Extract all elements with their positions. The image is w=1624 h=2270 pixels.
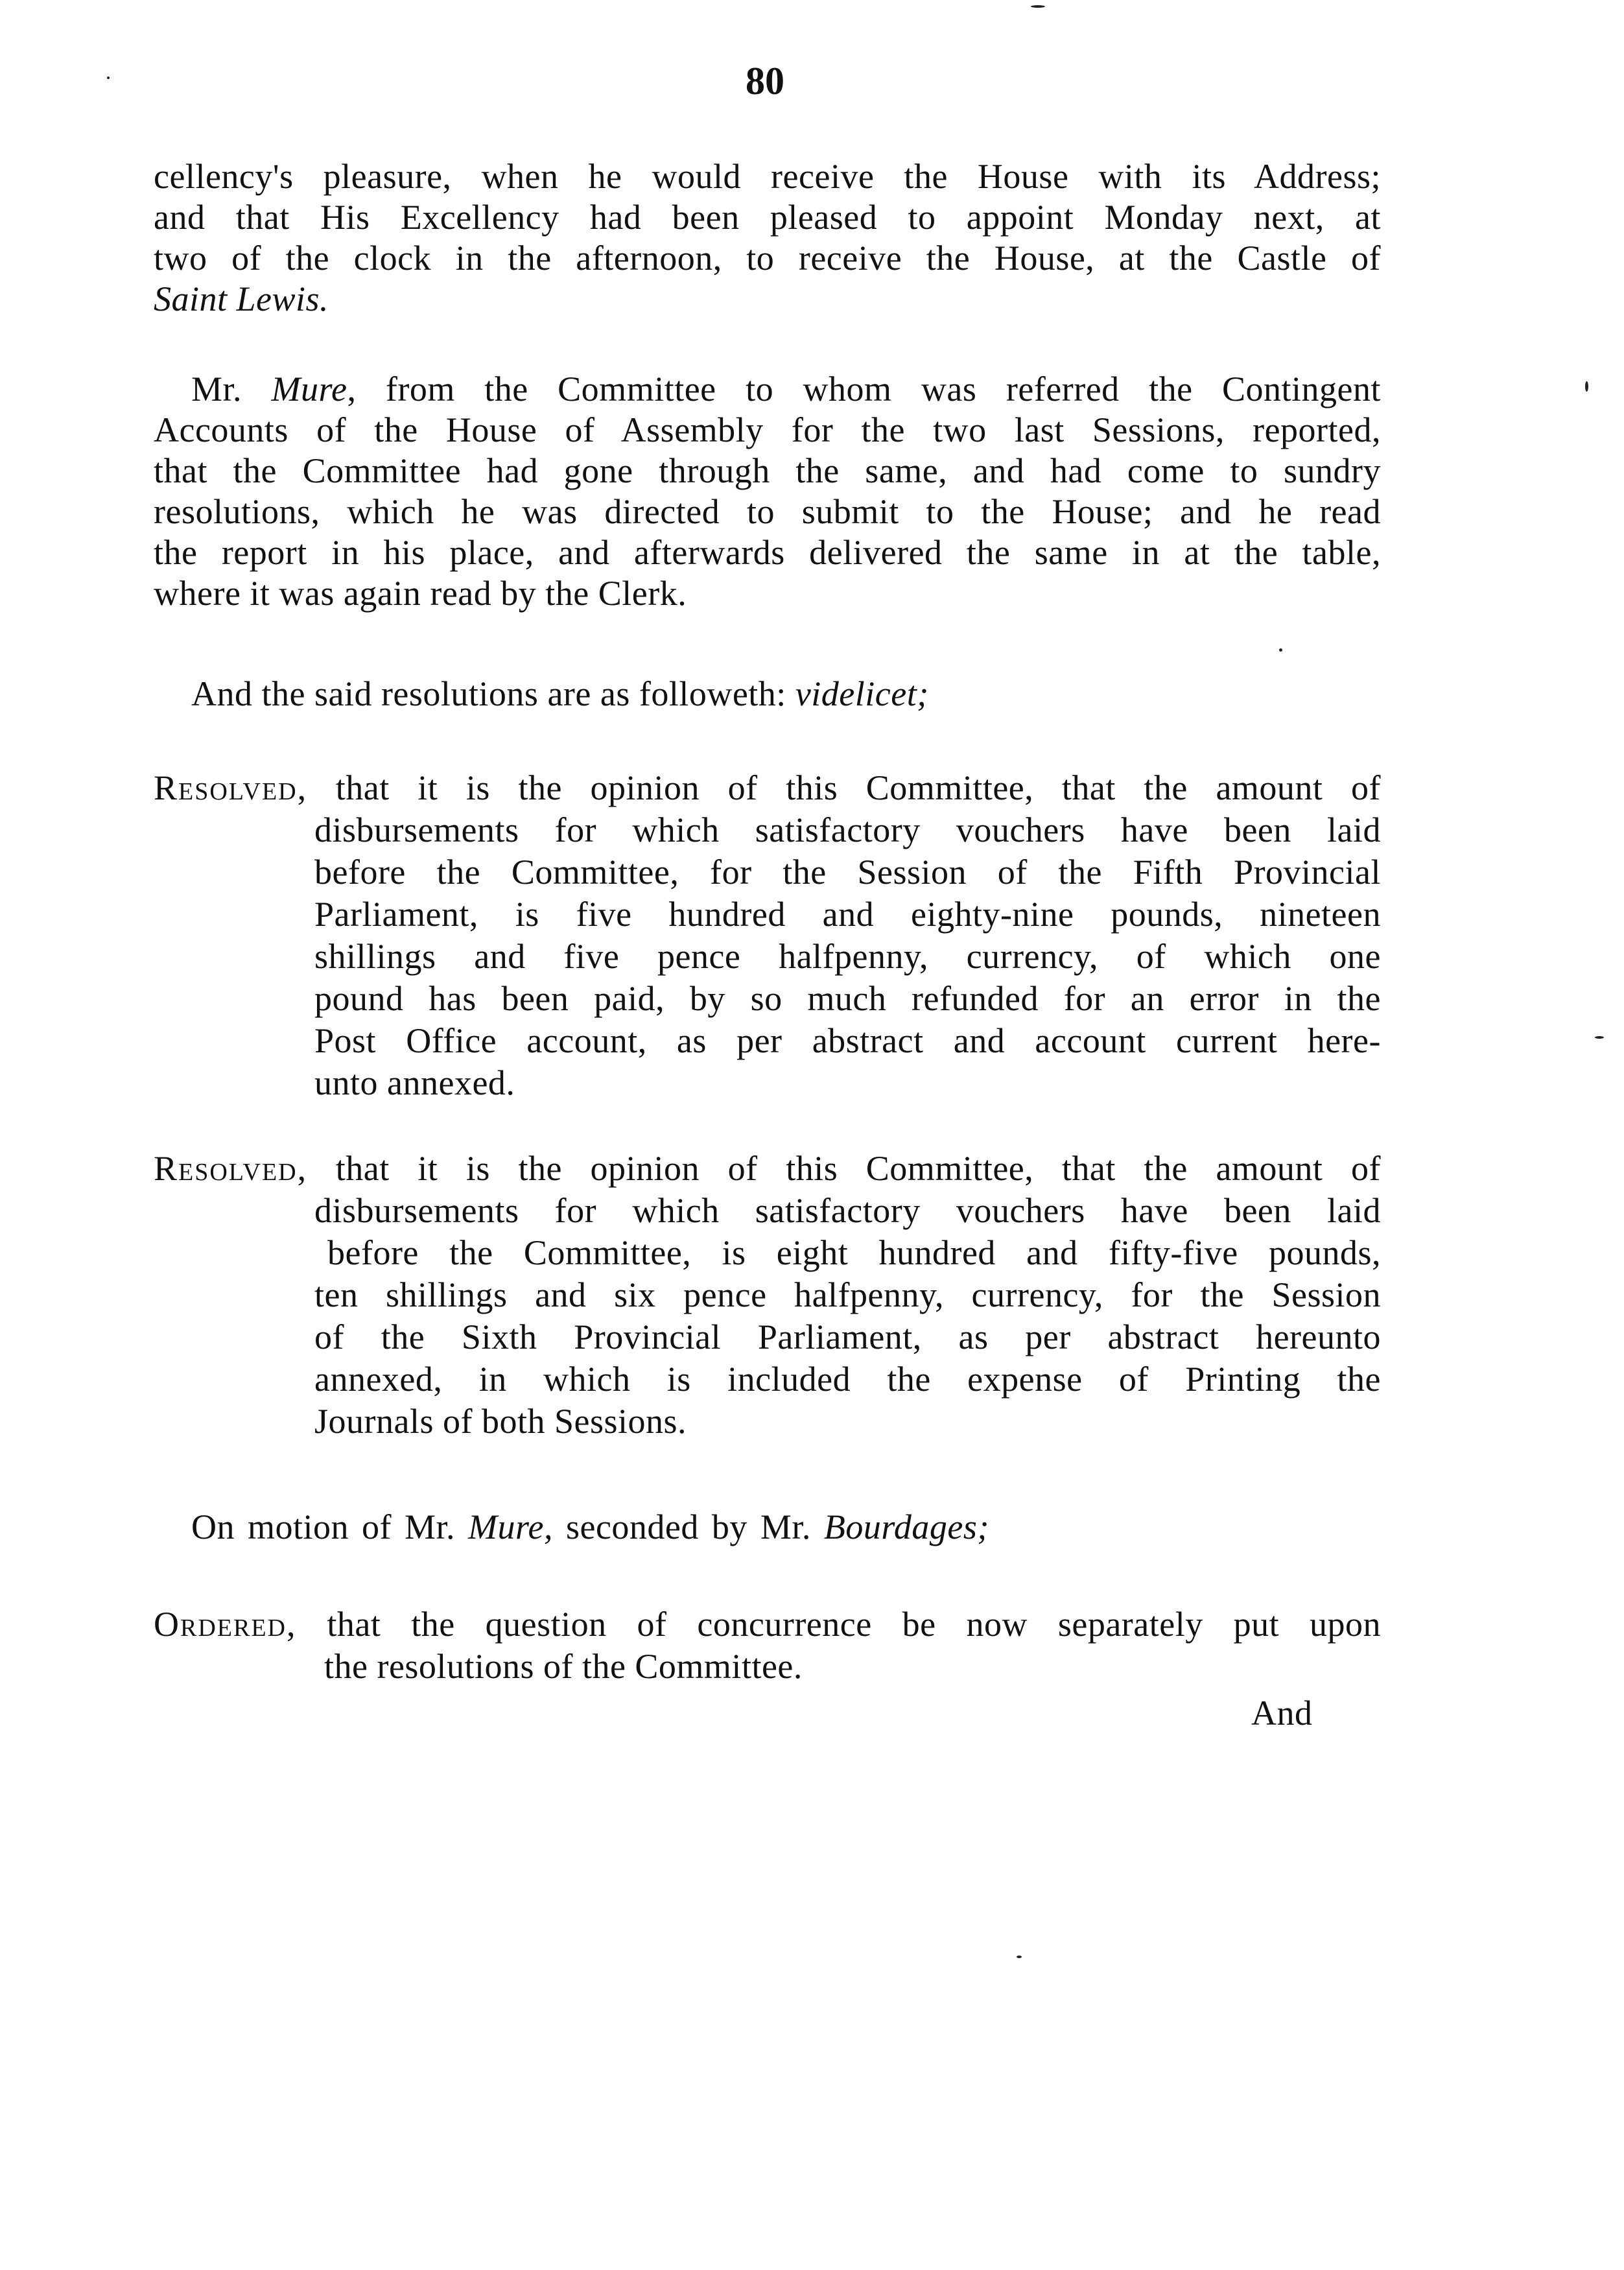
resolution1-line1-rest: that it is the opinion of this Committee, that the amount of [335, 768, 1381, 807]
resolution1-line4: Parliament, is five hundred and eighty-nine pounds, nineteen [314, 895, 1381, 934]
para2-line1 [191, 370, 1381, 408]
para2-line5: the report in his place, and afterwards delivered the same in at the table, [154, 533, 1381, 572]
resolution1-line6: pound has been paid, by so much refunded for an error in the [314, 979, 1381, 1018]
para3-text: And the said resolutions are as followeth: [191, 674, 786, 713]
resolution2-line1-rest: that it is the opinion of this Committee, that the amount of [335, 1149, 1381, 1188]
motion-mover: Mure, [468, 1507, 553, 1546]
para2-line6: where it was again read by the Clerk. [154, 574, 687, 613]
catchword: And [1251, 1694, 1313, 1732]
ordered-line2: the resolutions of the Committee. [324, 1647, 803, 1686]
para3 [191, 674, 929, 713]
resolution1-line8: unto annexed. [314, 1063, 515, 1102]
resolution2-line1 [154, 1149, 1381, 1188]
para2-line3: that the Committee had gone through the same, and had come to sundry [154, 451, 1381, 490]
para1-line2: and that His Excellency had been pleased to appoint Monday next, at [154, 198, 1381, 237]
scan-speck [107, 77, 110, 79]
para3-videlicet: videlicet; [795, 674, 929, 713]
scan-speck [1031, 5, 1045, 8]
resolution2-label: Resolved, [154, 1149, 308, 1188]
page-number: 80 [746, 60, 784, 102]
resolution1-line5: shillings and five pence halfpenny, currency, of which one [314, 937, 1381, 976]
motion-line [191, 1507, 989, 1546]
para2-mr: Mr. [191, 370, 242, 408]
resolution2-line7: Journals of both Sessions. [314, 1402, 687, 1441]
scan-speck [1595, 1036, 1604, 1039]
para2-name: Mure [271, 370, 347, 408]
motion-seconder: Bourdages; [823, 1507, 989, 1546]
scan-speck [1585, 381, 1588, 392]
motion-mid: seconded by Mr. [565, 1507, 811, 1546]
resolution2-line3: before the Committee, is eight hundred and fifty-five pounds, [327, 1233, 1381, 1272]
para1-line4: Saint Lewis. [154, 279, 329, 318]
resolution2-line4: ten shillings and six pence halfpenny, currency, for the Session [314, 1275, 1381, 1314]
para2-line4: resolutions, which he was directed to submit to the House; and he read [154, 492, 1381, 531]
para2-line2: Accounts of the House of Assembly for the two last Sessions, reported, [154, 410, 1381, 449]
para1-line3: two of the clock in the afternoon, to receive the House, at the Castle of [154, 239, 1381, 278]
para2-line1-rest: , from the Committee to whom was referred the Contingent [347, 370, 1382, 408]
resolution1-line7: Post Office account, as per abstract and account current here- [314, 1021, 1381, 1060]
resolution1-line1 [154, 768, 1381, 807]
resolution2-line6: annexed, in which is included the expense of Printing the [314, 1360, 1381, 1399]
resolution1-label: Resolved, [154, 768, 308, 807]
resolution1-line2: disbursements for which satisfactory vouchers have been laid [314, 810, 1381, 849]
resolution2-line5: of the Sixth Provincial Parliament, as per abstract hereunto [314, 1318, 1381, 1356]
ordered-label: Ordered, [154, 1605, 297, 1644]
resolution2-line2: disbursements for which satisfactory vouchers have been laid [314, 1191, 1381, 1230]
resolution1-line3: before the Committee, for the Session of the Fifth Provincial [314, 853, 1381, 892]
ordered-line1-rest: that the question of concurrence be now separately put upon [327, 1605, 1382, 1644]
motion-pre: On motion of Mr. [191, 1507, 456, 1546]
para1-line1: cellency's pleasure, when he would receive the House with its Address; [154, 157, 1381, 196]
scan-speck [1017, 1956, 1022, 1958]
ordered-line1 [154, 1605, 1381, 1644]
scan-speck [1279, 648, 1282, 652]
